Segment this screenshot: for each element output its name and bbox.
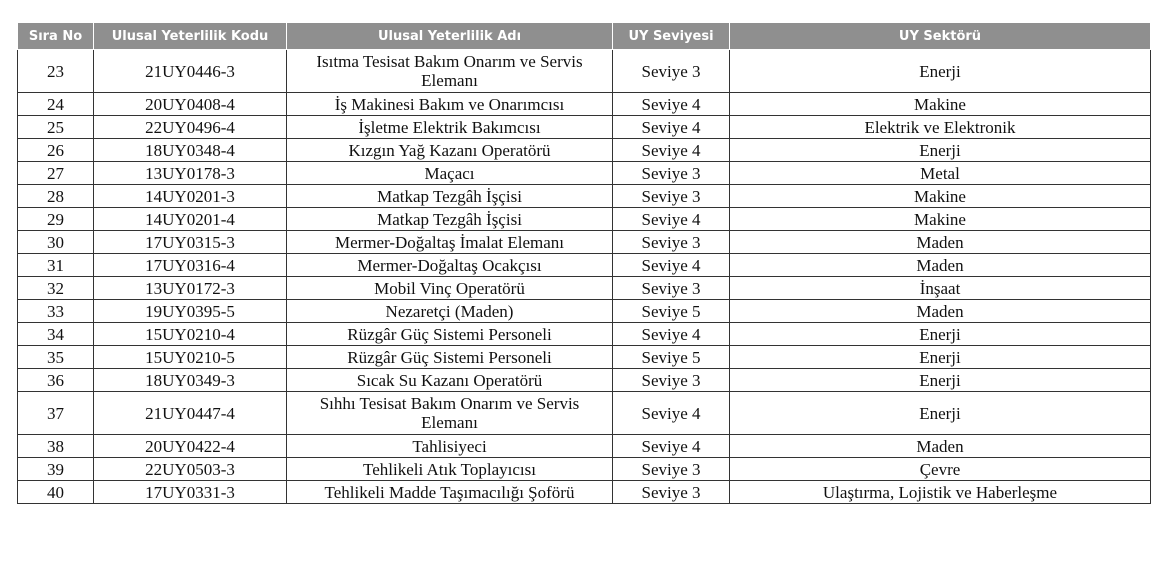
cell-sektor: Makine [730, 93, 1151, 116]
table-row [18, 323, 1151, 346]
table-row [18, 435, 1151, 458]
cell-seviye: Seviye 5 [613, 300, 730, 323]
cell-ad: Tehlikeli Madde Taşımacılığı Şoförü [287, 481, 613, 504]
cell-sektor: Ulaştırma, Lojistik ve Haberleşme [730, 481, 1151, 504]
cell-sira-no: 26 [18, 139, 94, 162]
cell-sira-no: 28 [18, 185, 94, 208]
cell-sira-no: 23 [18, 50, 94, 93]
cell-sira-no: 39 [18, 458, 94, 481]
cell-seviye: Seviye 4 [613, 139, 730, 162]
cell-kod: 15UY0210-4 [94, 323, 287, 346]
cell-sektor: Maden [730, 231, 1151, 254]
table-row [18, 93, 1151, 116]
cell-sektor: Makine [730, 185, 1151, 208]
cell-seviye: Seviye 3 [613, 50, 730, 93]
cell-seviye: Seviye 3 [613, 185, 730, 208]
cell-kod: 21UY0446-3 [94, 50, 287, 93]
cell-ad: Isıtma Tesisat Bakım Onarım ve Servis Elemanı [287, 50, 613, 93]
cell-kod: 20UY0408-4 [94, 93, 287, 116]
cell-sira-no: 24 [18, 93, 94, 116]
header-ulusal-yeterlilik-adi: Ulusal Yeterlilik Adı [287, 23, 613, 50]
cell-sira-no: 31 [18, 254, 94, 277]
cell-sira-no: 30 [18, 231, 94, 254]
cell-seviye: Seviye 3 [613, 369, 730, 392]
cell-ad: Nezaretçi (Maden) [287, 300, 613, 323]
table-row [18, 231, 1151, 254]
table-row [18, 254, 1151, 277]
table-row [18, 300, 1151, 323]
cell-seviye: Seviye 4 [613, 435, 730, 458]
table-header-row [18, 23, 1151, 50]
table-row [18, 50, 1151, 93]
cell-sira-no: 36 [18, 369, 94, 392]
cell-kod: 19UY0395-5 [94, 300, 287, 323]
cell-sira-no: 29 [18, 208, 94, 231]
cell-sektor: Makine [730, 208, 1151, 231]
header-sira-no: Sıra No [18, 23, 94, 50]
cell-sektor: Maden [730, 300, 1151, 323]
qualifications-table [17, 22, 1151, 504]
cell-sektor: Enerji [730, 50, 1151, 93]
cell-ad: Tahlisiyeci [287, 435, 613, 458]
cell-sektor: Maden [730, 254, 1151, 277]
cell-kod: 21UY0447-4 [94, 392, 287, 435]
cell-seviye: Seviye 4 [613, 116, 730, 139]
cell-kod: 18UY0349-3 [94, 369, 287, 392]
cell-ad: Rüzgâr Güç Sistemi Personeli [287, 346, 613, 369]
cell-seviye: Seviye 4 [613, 93, 730, 116]
table-row [18, 208, 1151, 231]
table-row [18, 369, 1151, 392]
header-uy-sektoru: UY Sektörü [730, 23, 1151, 50]
cell-sira-no: 25 [18, 116, 94, 139]
cell-kod: 22UY0503-3 [94, 458, 287, 481]
table-row [18, 392, 1151, 435]
cell-sira-no: 27 [18, 162, 94, 185]
cell-sektor: Enerji [730, 369, 1151, 392]
cell-ad: Matkap Tezgâh İşçisi [287, 208, 613, 231]
cell-ad: Sıcak Su Kazanı Operatörü [287, 369, 613, 392]
table-row [18, 346, 1151, 369]
table-row [18, 277, 1151, 300]
cell-ad: Tehlikeli Atık Toplayıcısı [287, 458, 613, 481]
cell-kod: 15UY0210-5 [94, 346, 287, 369]
table-row [18, 185, 1151, 208]
header-uy-seviyesi: UY Seviyesi [613, 23, 730, 50]
cell-seviye: Seviye 3 [613, 277, 730, 300]
table-row [18, 162, 1151, 185]
cell-seviye: Seviye 4 [613, 208, 730, 231]
header-ulusal-yeterlilik-kodu: Ulusal Yeterlilik Kodu [94, 23, 287, 50]
table-row [18, 139, 1151, 162]
cell-seviye: Seviye 3 [613, 458, 730, 481]
cell-ad: Kızgın Yağ Kazanı Operatörü [287, 139, 613, 162]
cell-sektor: Metal [730, 162, 1151, 185]
cell-kod: 14UY0201-4 [94, 208, 287, 231]
cell-sira-no: 32 [18, 277, 94, 300]
cell-seviye: Seviye 3 [613, 162, 730, 185]
cell-ad: Sıhhı Tesisat Bakım Onarım ve Servis Elemanı [287, 392, 613, 435]
table-body [18, 50, 1151, 504]
cell-kod: 14UY0201-3 [94, 185, 287, 208]
cell-kod: 17UY0331-3 [94, 481, 287, 504]
cell-seviye: Seviye 5 [613, 346, 730, 369]
cell-ad: Mobil Vinç Operatörü [287, 277, 613, 300]
cell-sektor: Maden [730, 435, 1151, 458]
cell-ad: Matkap Tezgâh İşçisi [287, 185, 613, 208]
cell-sira-no: 38 [18, 435, 94, 458]
cell-kod: 22UY0496-4 [94, 116, 287, 139]
cell-sira-no: 37 [18, 392, 94, 435]
cell-ad: Maçacı [287, 162, 613, 185]
cell-kod: 18UY0348-4 [94, 139, 287, 162]
cell-ad: Mermer-Doğaltaş Ocakçısı [287, 254, 613, 277]
cell-seviye: Seviye 4 [613, 392, 730, 435]
cell-seviye: Seviye 3 [613, 231, 730, 254]
table-row [18, 116, 1151, 139]
cell-sektor: Enerji [730, 346, 1151, 369]
cell-sira-no: 40 [18, 481, 94, 504]
cell-ad: İşletme Elektrik Bakımcısı [287, 116, 613, 139]
cell-kod: 20UY0422-4 [94, 435, 287, 458]
cell-sira-no: 35 [18, 346, 94, 369]
table-row [18, 481, 1151, 504]
cell-ad: Rüzgâr Güç Sistemi Personeli [287, 323, 613, 346]
cell-kod: 13UY0172-3 [94, 277, 287, 300]
cell-seviye: Seviye 4 [613, 323, 730, 346]
cell-kod: 17UY0315-3 [94, 231, 287, 254]
table-row [18, 458, 1151, 481]
cell-sektor: Elektrik ve Elektronik [730, 116, 1151, 139]
cell-kod: 13UY0178-3 [94, 162, 287, 185]
cell-sektor: İnşaat [730, 277, 1151, 300]
qualifications-table-container [17, 22, 1150, 504]
cell-sira-no: 34 [18, 323, 94, 346]
cell-seviye: Seviye 3 [613, 481, 730, 504]
cell-ad: Mermer-Doğaltaş İmalat Elemanı [287, 231, 613, 254]
cell-sektor: Enerji [730, 323, 1151, 346]
cell-ad: İş Makinesi Bakım ve Onarımcısı [287, 93, 613, 116]
cell-sira-no: 33 [18, 300, 94, 323]
cell-kod: 17UY0316-4 [94, 254, 287, 277]
cell-sektor: Çevre [730, 458, 1151, 481]
cell-sektor: Enerji [730, 139, 1151, 162]
cell-sektor: Enerji [730, 392, 1151, 435]
cell-seviye: Seviye 4 [613, 254, 730, 277]
